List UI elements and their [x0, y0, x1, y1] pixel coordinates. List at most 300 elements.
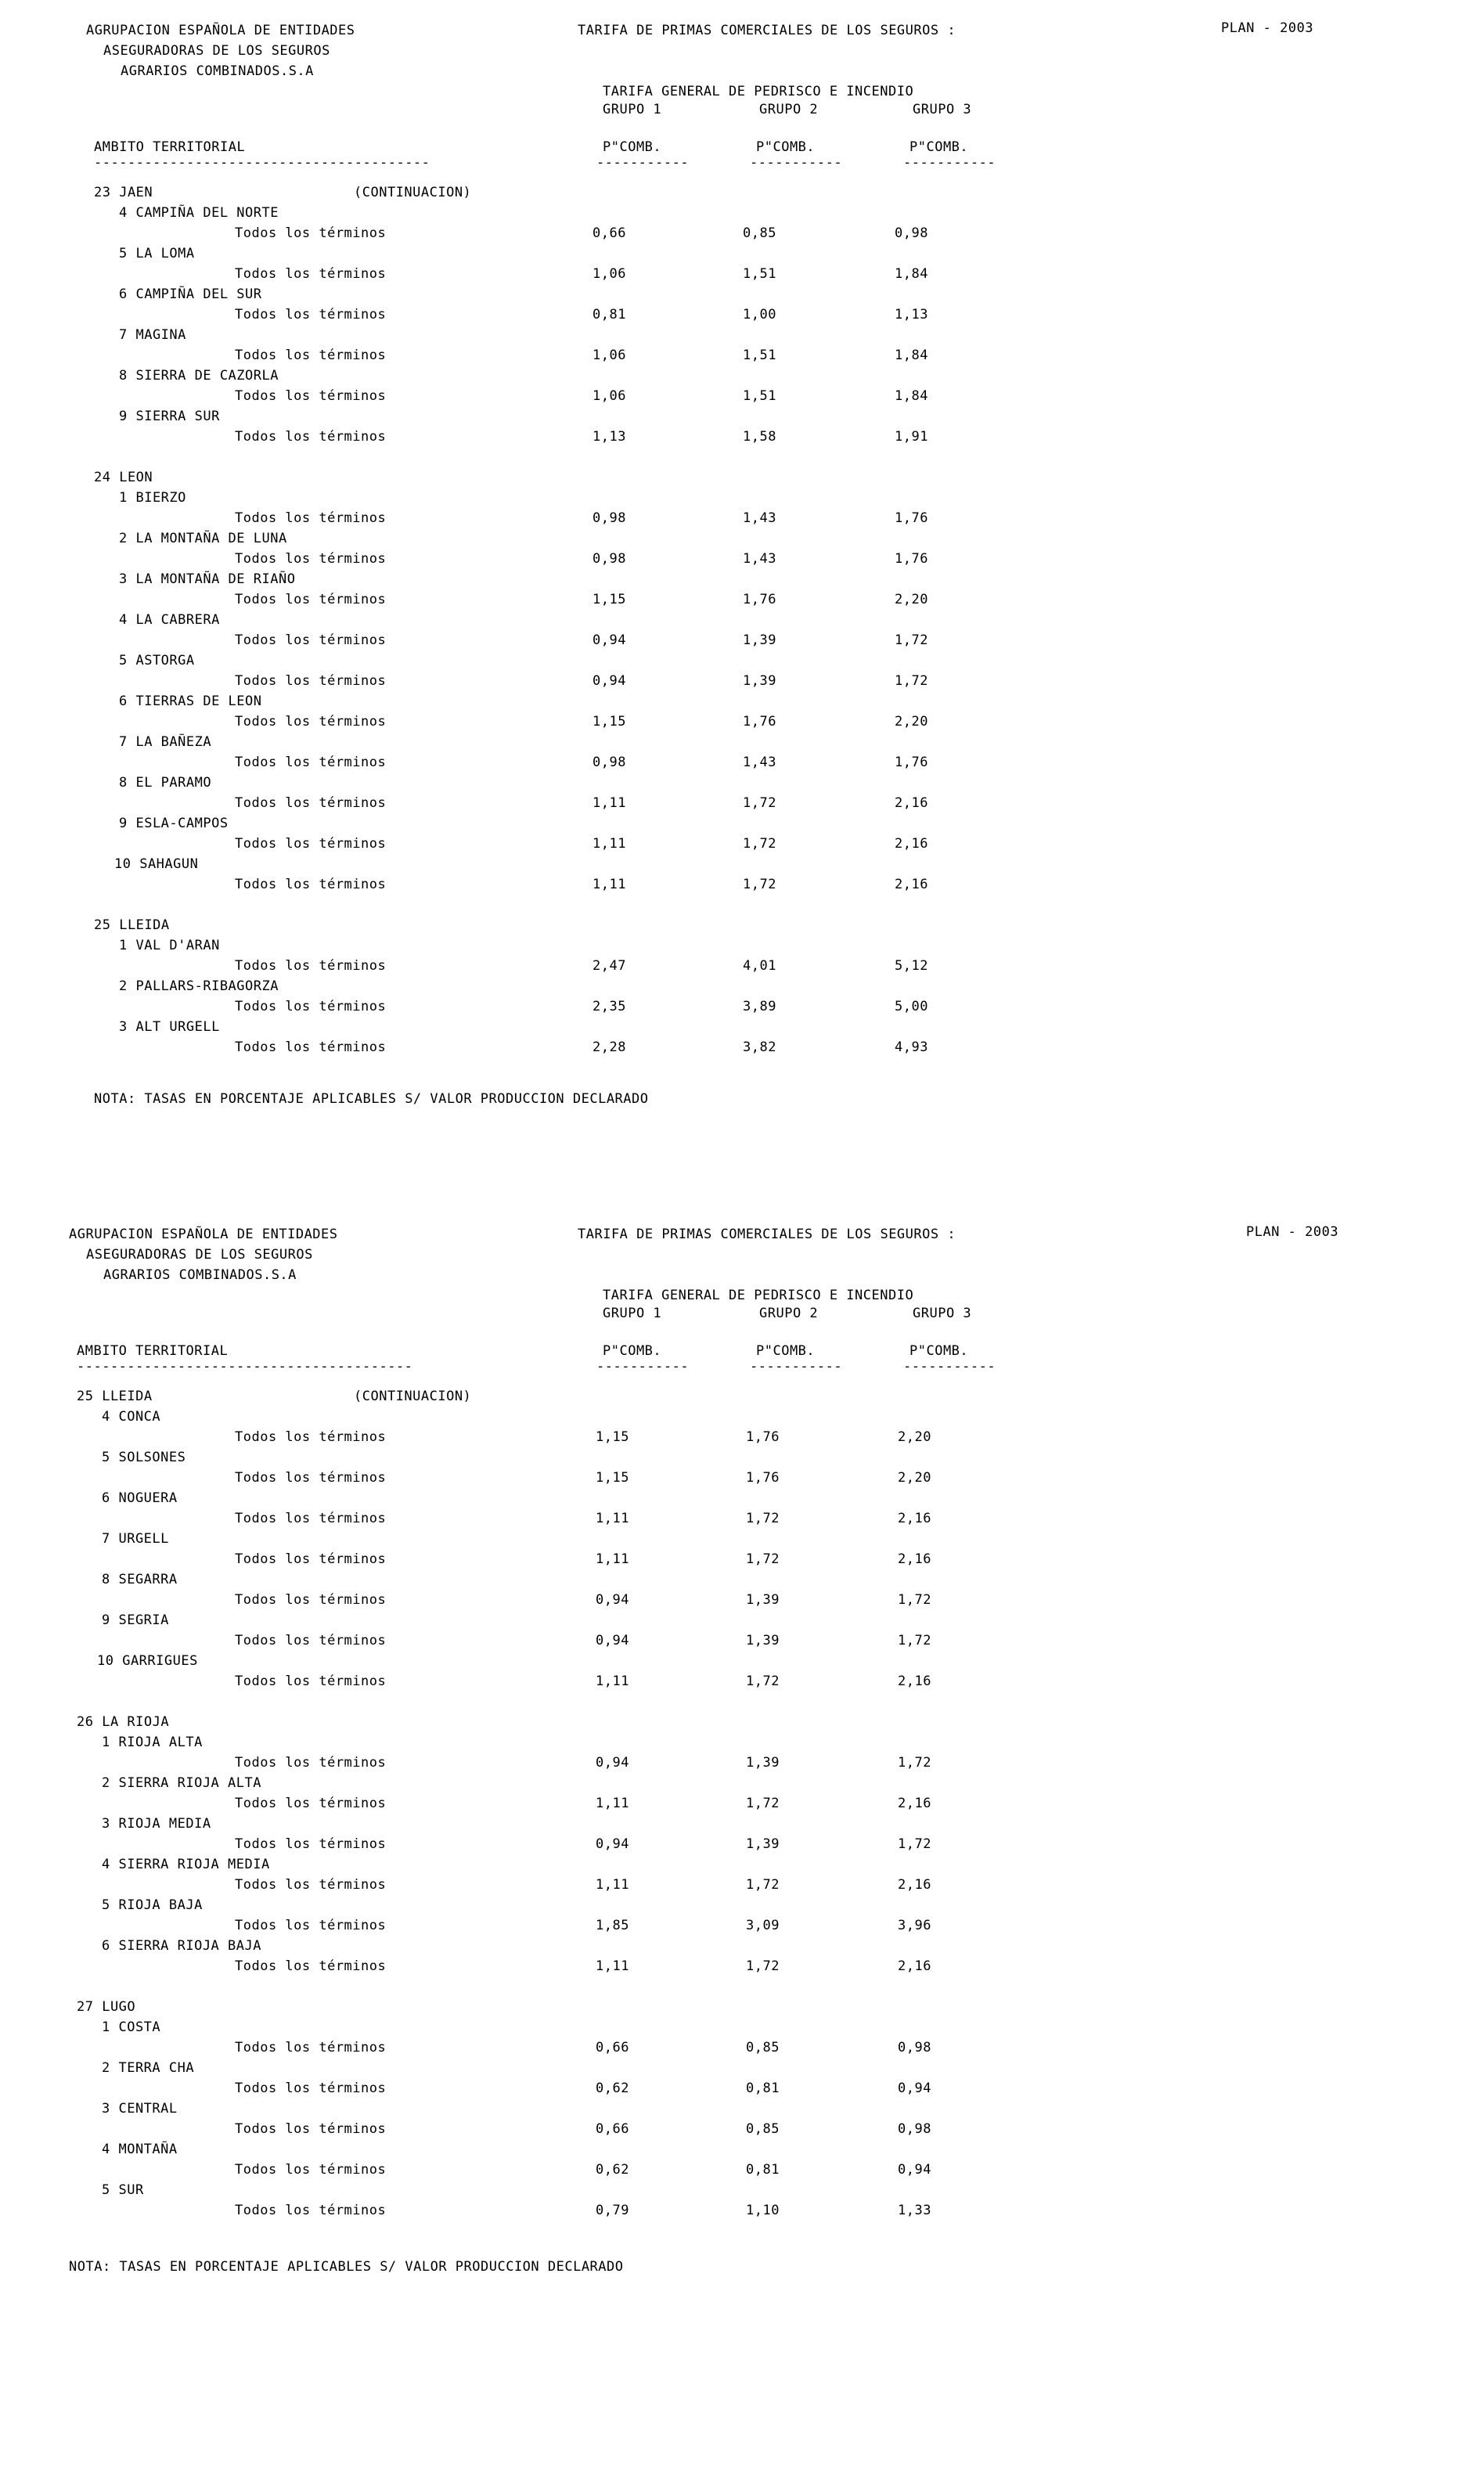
premium-value-group-2: 1,72 [746, 1511, 780, 1526]
premium-value-group-1: 2,28 [593, 1039, 626, 1055]
premium-value-group-2: 3,82 [743, 1039, 776, 1055]
premium-value-group-1: 0,66 [596, 2040, 629, 2055]
premium-value-group-2: 1,76 [743, 714, 776, 730]
zone-name: 8 EL PARAMO [119, 775, 212, 791]
zone-name: 6 TIERRAS DE LEON [119, 694, 262, 709]
terms-label: Todos los términos [235, 307, 387, 322]
premium-value-group-2: 4,01 [743, 958, 776, 974]
zone-name: 8 SIERRA DE CAZORLA [119, 368, 279, 384]
table-row [0, 1938, 1484, 1958]
premium-value-group-1: 0,94 [596, 1755, 629, 1771]
terms-label: Todos los términos [235, 2081, 387, 2096]
document-subtitle: TARIFA GENERAL DE PEDRISCO E INCENDIO [603, 84, 914, 99]
zone-name: 5 LA LOMA [119, 246, 195, 261]
zone-name: 3 RIOJA MEDIA [102, 1816, 211, 1832]
premium-value-group-2: 3,09 [746, 1918, 780, 1933]
premium-column-3-rule: ----------- [903, 155, 996, 171]
table-row [0, 734, 1484, 755]
premium-value-group-3: 1,91 [895, 429, 928, 445]
terms-label: Todos los términos [235, 2162, 387, 2178]
terms-label: Todos los términos [235, 2203, 387, 2218]
premium-value-group-3: 2,20 [898, 1470, 931, 1486]
premium-value-group-1: 1,11 [593, 795, 626, 811]
premium-column-1-header: P"COMB. [603, 1343, 662, 1359]
premium-value-group-1: 1,11 [596, 1796, 629, 1811]
premium-value-group-3: 2,16 [895, 877, 928, 892]
premium-value-group-2: 0,85 [746, 2121, 780, 2137]
premium-value-group-3: 0,98 [895, 225, 928, 241]
zone-name: 4 CAMPIÑA DEL NORTE [119, 205, 279, 221]
zone-name: 5 RIOJA BAJA [102, 1897, 203, 1913]
row-spacer [0, 449, 1484, 470]
premium-value-group-1: 0,62 [596, 2081, 629, 2096]
zone-name: 4 SIERRA RIOJA MEDIA [102, 1857, 270, 1872]
province-name: 26 LA RIOJA [77, 1714, 170, 1730]
page-header [0, 1224, 1484, 1326]
table-row [0, 816, 1484, 836]
page-note: NOTA: TASAS EN PORCENTAJE APLICABLES S/ VALOR PRODUCCION DECLARADO [94, 1091, 649, 1107]
org-line-1: AGRUPACION ESPAÑOLA DE ENTIDADES [86, 23, 355, 38]
premium-value-group-1: 0,94 [596, 1836, 629, 1852]
premium-value-group-3: 3,96 [898, 1918, 931, 1933]
table-row [0, 225, 1484, 246]
table-row [0, 266, 1484, 286]
row-spacer [0, 1979, 1484, 1999]
premium-value-group-2: 1,43 [743, 551, 776, 567]
zone-name: 10 GARRIGUES [97, 1653, 198, 1669]
table-row [0, 1857, 1484, 1877]
premium-value-group-1: 1,85 [596, 1918, 629, 1933]
premium-value-group-2: 1,39 [746, 1836, 780, 1852]
zone-name: 4 MONTAÑA [102, 2142, 178, 2157]
premium-value-group-2: 1,43 [743, 755, 776, 770]
premium-value-group-2: 0,81 [746, 2162, 780, 2178]
province-name: 25 LLEIDA [77, 1389, 153, 1404]
premium-value-group-3: 1,33 [898, 2203, 931, 2218]
premium-value-group-3: 0,98 [898, 2121, 931, 2137]
premium-column-3-rule: ----------- [903, 1359, 996, 1375]
zone-name: 9 SEGRIA [102, 1612, 169, 1628]
table-row [0, 1755, 1484, 1775]
table-row [0, 286, 1484, 307]
terms-label: Todos los términos [235, 592, 387, 607]
premium-header-rules [596, 1359, 996, 1375]
premium-value-group-3: 1,72 [898, 1633, 931, 1648]
table-row [0, 1897, 1484, 1918]
table-row [0, 795, 1484, 816]
premium-value-group-3: 1,84 [895, 348, 928, 363]
zone-name: 8 SEGARRA [102, 1572, 178, 1587]
table-row [0, 775, 1484, 795]
terms-label: Todos los términos [235, 632, 387, 648]
premium-value-group-3: 1,72 [898, 1592, 931, 1608]
table-row [0, 877, 1484, 897]
province-name: 23 JAEN [94, 185, 153, 200]
group-headers [603, 1306, 971, 1321]
premium-value-group-3: 5,12 [895, 958, 928, 974]
province-name: 25 LLEIDA [94, 917, 170, 933]
table-row [0, 571, 1484, 592]
terms-label: Todos los términos [235, 1511, 387, 1526]
table-row [0, 205, 1484, 225]
table-row [0, 1572, 1484, 1592]
column-header-block [0, 1343, 1484, 1389]
table-row [0, 2081, 1484, 2101]
group-headers [603, 102, 971, 117]
document-title: TARIFA DE PRIMAS COMERCIALES DE LOS SEGUROS : [578, 1227, 956, 1242]
table-row [0, 429, 1484, 449]
premium-value-group-2: 1,58 [743, 429, 776, 445]
terms-label: Todos los términos [235, 755, 387, 770]
table-row [0, 917, 1484, 938]
premium-value-group-1: 2,35 [593, 999, 626, 1014]
terms-label: Todos los términos [235, 1429, 387, 1445]
premium-value-group-3: 1,84 [895, 266, 928, 282]
terms-label: Todos los términos [235, 836, 387, 852]
premium-value-group-1: 0,98 [593, 551, 626, 567]
table-row [0, 1551, 1484, 1572]
zone-name: 9 SIERRA SUR [119, 409, 220, 424]
premium-value-group-1: 1,11 [596, 1958, 629, 1974]
table-row [0, 592, 1484, 612]
premium-value-group-2: 1,72 [746, 1674, 780, 1689]
premium-value-group-3: 1,72 [895, 632, 928, 648]
premium-value-group-3: 2,16 [895, 795, 928, 811]
document-title: TARIFA DE PRIMAS COMERCIALES DE LOS SEGUROS : [578, 23, 956, 38]
premium-value-group-2: 3,89 [743, 999, 776, 1014]
premium-value-group-1: 1,06 [593, 388, 626, 404]
document-subtitle: TARIFA GENERAL DE PEDRISCO E INCENDIO [603, 1288, 914, 1303]
zone-name: 9 ESLA-CAMPOS [119, 816, 229, 831]
premium-value-group-1: 1,06 [593, 266, 626, 282]
table-row [0, 2203, 1484, 2223]
terms-label: Todos los términos [235, 1674, 387, 1689]
table-row [0, 1019, 1484, 1039]
table-row [0, 1633, 1484, 1653]
continuation-label: (CONTINUACION) [354, 185, 472, 200]
table-row [0, 999, 1484, 1019]
territory-column-header: AMBITO TERRITORIAL [94, 139, 246, 155]
table-row [0, 2142, 1484, 2162]
table-row [0, 1775, 1484, 1796]
table-row [0, 348, 1484, 368]
premium-value-group-2: 0,81 [746, 2081, 780, 2096]
premium-value-group-2: 1,72 [743, 795, 776, 811]
table-row [0, 1796, 1484, 1816]
table-row [0, 755, 1484, 775]
premium-value-group-1: 0,98 [593, 755, 626, 770]
table-row [0, 327, 1484, 348]
premium-value-group-3: 2,16 [898, 1674, 931, 1689]
terms-label: Todos los términos [235, 225, 387, 241]
premium-value-group-2: 1,72 [746, 1958, 780, 1974]
premium-value-group-2: 1,51 [743, 388, 776, 404]
zone-name: 3 ALT URGELL [119, 1019, 220, 1035]
premium-header-rules [596, 155, 996, 171]
premium-value-group-1: 1,11 [596, 1551, 629, 1567]
premium-value-group-2: 1,39 [743, 673, 776, 689]
terms-label: Todos los términos [235, 999, 387, 1014]
premium-value-group-2: 1,39 [743, 632, 776, 648]
zone-name: 3 CENTRAL [102, 2101, 178, 2117]
table-row [0, 551, 1484, 571]
zone-name: 6 SIERRA RIOJA BAJA [102, 1938, 261, 1954]
premium-value-group-2: 1,72 [743, 836, 776, 852]
table-row [0, 1918, 1484, 1938]
premium-value-group-3: 1,72 [895, 673, 928, 689]
province-name: 24 LEON [94, 470, 153, 485]
table-row [0, 1592, 1484, 1612]
group-2-header: GRUPO 2 [759, 1306, 819, 1321]
premium-value-group-1: 2,47 [593, 958, 626, 974]
table-row [0, 694, 1484, 714]
issuing-organization [86, 20, 355, 81]
premium-value-group-3: 1,72 [898, 1836, 931, 1852]
territory-header-rule: ---------------------------------------- [94, 155, 430, 171]
premium-value-group-1: 1,06 [593, 348, 626, 363]
table-row [0, 1999, 1484, 2019]
table-row [0, 1877, 1484, 1897]
zone-name: 6 NOGUERA [102, 1490, 178, 1506]
group-1-header: GRUPO 1 [603, 102, 662, 117]
table-row [0, 1612, 1484, 1633]
premium-value-group-2: 1,00 [743, 307, 776, 322]
premium-column-3-header: P"COMB. [909, 1343, 969, 1359]
premium-column-2-rule: ----------- [750, 1359, 843, 1375]
table-row [0, 368, 1484, 388]
terms-label: Todos los términos [235, 266, 387, 282]
table-row [0, 2182, 1484, 2203]
terms-label: Todos los términos [235, 2040, 387, 2055]
terms-label: Todos los términos [235, 1877, 387, 1893]
table-row [0, 856, 1484, 877]
table-row [0, 1409, 1484, 1429]
table-row [0, 1531, 1484, 1551]
org-line-3: AGRARIOS COMBINADOS.S.A [121, 63, 314, 79]
issuing-organization [69, 1224, 338, 1285]
table-row [0, 2121, 1484, 2142]
table-row [0, 246, 1484, 266]
table-row [0, 490, 1484, 510]
table-row [0, 1816, 1484, 1836]
premium-value-group-2: 1,76 [746, 1429, 780, 1445]
premium-value-group-2: 1,72 [746, 1796, 780, 1811]
zone-name: 1 COSTA [102, 2019, 161, 2035]
row-spacer [0, 1694, 1484, 1714]
table-row [0, 1735, 1484, 1755]
premium-value-group-3: 2,20 [895, 592, 928, 607]
premium-value-group-2: 0,85 [746, 2040, 780, 2055]
table-row [0, 1429, 1484, 1450]
premium-value-group-1: 1,11 [593, 836, 626, 852]
table-row [0, 978, 1484, 999]
premium-value-group-3: 5,00 [895, 999, 928, 1014]
table-row [0, 2040, 1484, 2060]
terms-label: Todos los términos [235, 1755, 387, 1771]
premium-value-group-1: 0,79 [596, 2203, 629, 2218]
table-row [0, 1511, 1484, 1531]
premium-value-group-3: 1,76 [895, 551, 928, 567]
table-row [0, 612, 1484, 632]
terms-label: Todos los términos [235, 1918, 387, 1933]
table-row [0, 714, 1484, 734]
column-header-block [0, 139, 1484, 185]
premium-value-group-2: 1,10 [746, 2203, 780, 2218]
plan-label: PLAN - 2003 [1246, 1224, 1339, 1240]
premium-value-group-3: 2,16 [898, 1958, 931, 1974]
tariff-page [0, 0, 1484, 1107]
table-row [0, 388, 1484, 409]
terms-label: Todos los términos [235, 1633, 387, 1648]
premium-value-group-3: 2,20 [898, 1429, 931, 1445]
terms-label: Todos los términos [235, 429, 387, 445]
terms-label: Todos los términos [235, 1836, 387, 1852]
premium-value-group-1: 1,15 [593, 592, 626, 607]
zone-name: 7 URGELL [102, 1531, 169, 1547]
zone-name: 2 PALLARS-RIBAGORZA [119, 978, 279, 994]
table-row [0, 510, 1484, 531]
table-row [0, 307, 1484, 327]
table-row [0, 1450, 1484, 1470]
table-row [0, 409, 1484, 429]
premium-column-headers [603, 139, 968, 155]
terms-label: Todos los términos [235, 1592, 387, 1608]
premium-value-group-3: 1,76 [895, 755, 928, 770]
premium-value-group-3: 2,16 [898, 1511, 931, 1526]
premium-value-group-3: 2,20 [895, 714, 928, 730]
tariff-rows [0, 1389, 1484, 2223]
terms-label: Todos los términos [235, 551, 387, 567]
table-row [0, 185, 1484, 205]
province-name: 27 LUGO [77, 1999, 136, 2015]
premium-column-2-rule: ----------- [750, 155, 843, 171]
premium-value-group-3: 4,93 [895, 1039, 928, 1055]
table-row [0, 2162, 1484, 2182]
premium-column-3-header: P"COMB. [909, 139, 969, 155]
terms-label: Todos los términos [235, 1470, 387, 1486]
terms-label: Todos los términos [235, 348, 387, 363]
premium-value-group-3: 0,94 [898, 2162, 931, 2178]
premium-value-group-3: 1,72 [898, 1755, 931, 1771]
terms-label: Todos los términos [235, 388, 387, 404]
table-row [0, 1836, 1484, 1857]
premium-value-group-2: 1,51 [743, 266, 776, 282]
table-row [0, 1653, 1484, 1674]
continuation-label: (CONTINUACION) [354, 1389, 472, 1404]
premium-column-1-rule: ----------- [596, 1359, 690, 1375]
territory-header-rule: ---------------------------------------- [77, 1359, 413, 1375]
zone-name: 4 LA CABRERA [119, 612, 220, 628]
zone-name: 4 CONCA [102, 1409, 161, 1425]
page-break-gap [0, 1107, 1484, 1154]
premium-value-group-2: 1,72 [746, 1551, 780, 1567]
zone-name: 7 MAGINA [119, 327, 186, 343]
premium-value-group-2: 1,72 [743, 877, 776, 892]
terms-label: Todos los términos [235, 1958, 387, 1974]
org-line-2: ASEGURADORAS DE LOS SEGUROS [103, 43, 330, 59]
page-header [0, 20, 1484, 122]
zone-name: 1 RIOJA ALTA [102, 1735, 203, 1750]
premium-value-group-2: 1,72 [746, 1877, 780, 1893]
group-2-header: GRUPO 2 [759, 102, 819, 117]
terms-label: Todos los términos [235, 510, 387, 526]
group-3-header: GRUPO 3 [913, 1306, 972, 1321]
terms-label: Todos los términos [235, 877, 387, 892]
premium-value-group-1: 0,94 [596, 1633, 629, 1648]
table-row [0, 531, 1484, 551]
premium-value-group-1: 1,11 [596, 1674, 629, 1689]
premium-value-group-2: 1,51 [743, 348, 776, 363]
zone-name: 5 SOLSONES [102, 1450, 186, 1465]
table-row [0, 470, 1484, 490]
row-spacer [0, 897, 1484, 917]
premium-column-headers [603, 1343, 968, 1359]
premium-column-2-header: P"COMB. [756, 1343, 816, 1359]
table-row [0, 1958, 1484, 1979]
premium-value-group-1: 1,13 [593, 429, 626, 445]
territory-column-header: AMBITO TERRITORIAL [77, 1343, 229, 1359]
terms-label: Todos los términos [235, 1796, 387, 1811]
premium-value-group-2: 1,39 [746, 1592, 780, 1608]
terms-label: Todos los términos [235, 795, 387, 811]
org-line-3: AGRARIOS COMBINADOS.S.A [103, 1267, 297, 1283]
premium-value-group-3: 2,16 [898, 1877, 931, 1893]
table-row [0, 938, 1484, 958]
premium-value-group-1: 1,15 [596, 1429, 629, 1445]
premium-value-group-1: 0,66 [593, 225, 626, 241]
premium-value-group-2: 1,43 [743, 510, 776, 526]
premium-value-group-1: 0,94 [593, 632, 626, 648]
premium-value-group-3: 2,16 [898, 1551, 931, 1567]
terms-label: Todos los términos [235, 673, 387, 689]
premium-value-group-2: 1,39 [746, 1633, 780, 1648]
premium-column-1-rule: ----------- [596, 155, 690, 171]
zone-name: 1 VAL D'ARAN [119, 938, 220, 953]
premium-value-group-1: 1,11 [593, 877, 626, 892]
table-row [0, 2019, 1484, 2040]
terms-label: Todos los términos [235, 2121, 387, 2137]
page-note: NOTA: TASAS EN PORCENTAJE APLICABLES S/ VALOR PRODUCCION DECLARADO [69, 2259, 624, 2275]
premium-value-group-3: 0,94 [898, 2081, 931, 2096]
premium-value-group-1: 0,94 [593, 673, 626, 689]
tariff-page [0, 1154, 1484, 2275]
terms-label: Todos los términos [235, 714, 387, 730]
premium-value-group-2: 1,39 [746, 1755, 780, 1771]
terms-label: Todos los términos [235, 958, 387, 974]
premium-value-group-1: 1,11 [596, 1511, 629, 1526]
premium-value-group-1: 1,15 [596, 1470, 629, 1486]
table-row [0, 2060, 1484, 2081]
premium-value-group-3: 0,98 [898, 2040, 931, 2055]
premium-value-group-2: 1,76 [746, 1470, 780, 1486]
org-line-1: AGRUPACION ESPAÑOLA DE ENTIDADES [69, 1227, 338, 1242]
group-3-header: GRUPO 3 [913, 102, 972, 117]
premium-value-group-3: 1,76 [895, 510, 928, 526]
premium-value-group-1: 1,11 [596, 1877, 629, 1893]
premium-value-group-2: 0,85 [743, 225, 776, 241]
zone-name: 2 TERRA CHA [102, 2060, 195, 2076]
zone-name: 2 LA MONTAÑA DE LUNA [119, 531, 287, 546]
zone-name: 3 LA MONTAÑA DE RIAÑO [119, 571, 296, 587]
table-row [0, 958, 1484, 978]
table-row [0, 673, 1484, 694]
terms-label: Todos los términos [235, 1551, 387, 1567]
tariff-rows [0, 185, 1484, 1060]
table-row [0, 1490, 1484, 1511]
table-row [0, 2101, 1484, 2121]
zone-name: 5 SUR [102, 2182, 144, 2198]
table-row [0, 1714, 1484, 1735]
